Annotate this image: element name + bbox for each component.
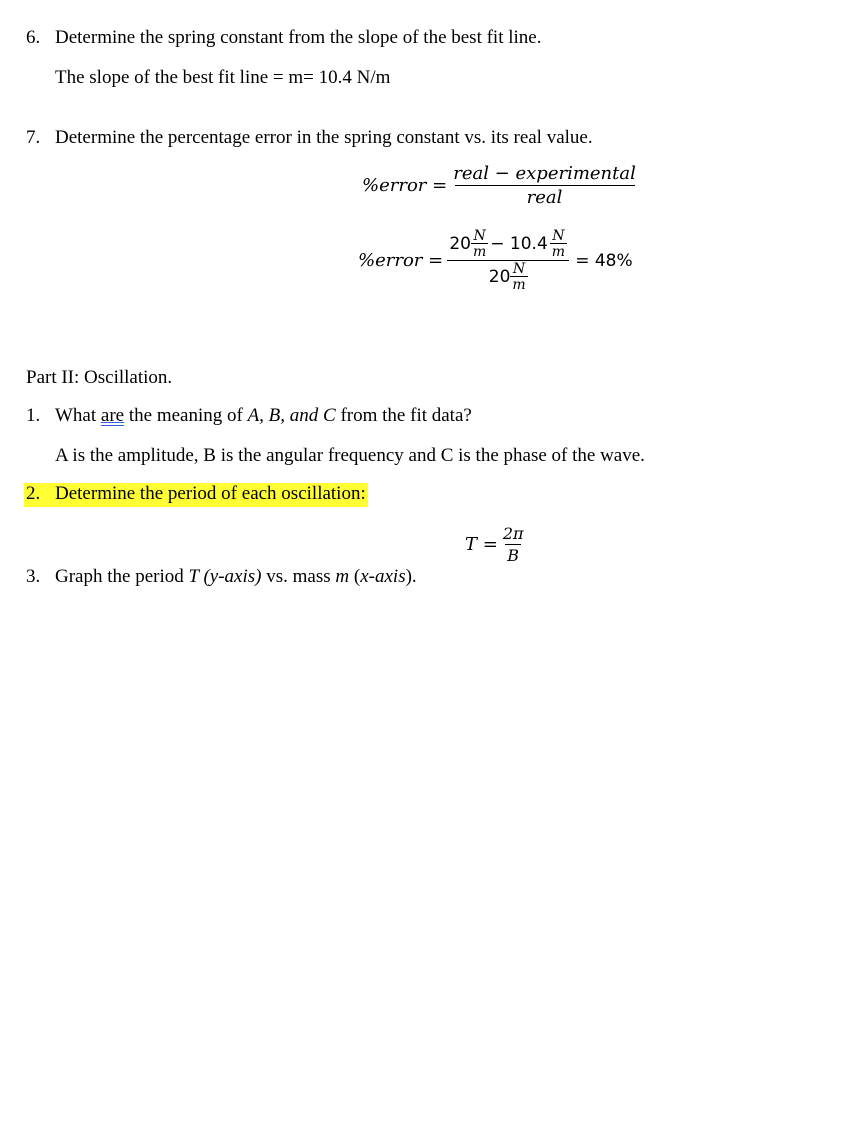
formula1-lhs: %error = [362,175,448,196]
formula2-result: = 48% [575,250,633,271]
item-6-answer: The slope of the best fit line = m= 10.4 N/m [55,67,391,88]
part-2-item-3-number: 3. [26,566,41,587]
part-2-item-1-answer: A is the amplitude, B is the angular frequency and C is the phase of the wave. [55,445,645,466]
item-7-text: Determine the percentage error in the spring constant vs. its real value. [55,127,593,148]
item-6-number: 6. [26,27,41,48]
unit-n: N [512,261,526,277]
unit-n-over-m-1 [471,229,488,259]
item-7-number: 7. [26,127,41,148]
part-2-item-1-number: 1. [26,405,41,426]
formula3-lhs: T = [465,534,498,555]
item-1-mid: the meaning of [124,405,248,426]
formula2-denominator [447,260,569,292]
formula1-numerator: real − experimental [453,163,636,184]
item-3-pre: Graph the period [55,566,189,587]
part-2-item-2-text: Determine the period of each oscillation: [55,483,366,504]
item-3-yaxis: (y-axis) [198,566,262,587]
item-3-end: . [411,566,417,587]
item-3-mid: vs. mass [261,566,336,587]
item-3-m: m [335,566,350,587]
formula3-numerator: 2π [502,524,524,543]
part-2-heading: Part II: Oscillation. [26,367,173,388]
item-3-xaxis: x-axis [360,566,406,587]
part-2-item-2 [24,483,368,507]
unit-m: m [473,244,487,260]
unit-n: N [552,228,565,244]
item-3-T: T [188,566,199,587]
item-6-question [26,27,542,49]
item-1-vars: A, B, and C [247,405,336,426]
item-1-pre: What [55,405,101,426]
formula2-numerator [447,229,569,260]
part-2-item-1 [26,405,472,427]
formula2-lhs: %error = [358,250,444,271]
unit-n-over-m-2 [550,229,567,259]
unit-m: m [512,277,526,293]
formula3-denominator: B [507,546,520,565]
formula3-fraction [501,524,526,565]
item-1-post: from the fit data? [335,405,472,426]
formula1-fraction [451,163,638,208]
item-7-question [26,127,593,149]
unit-m: m [551,244,566,260]
period-formula [465,524,526,565]
part-2-item-2-number: 2. [26,483,41,504]
percent-error-computation [358,229,633,292]
grammar-flag-are: are [100,405,125,426]
unit-n-over-m-3 [510,262,527,292]
formula2-fraction [447,229,569,292]
formula2-num-a: 20 [449,234,471,254]
formula1-denominator: real [455,185,635,208]
formula2-num-minus: − 10.4 [490,234,548,254]
unit-n: N [473,228,486,244]
percent-error-formula [362,163,638,208]
formula2-den-a: 20 [488,267,511,287]
item-6-text: Determine the spring constant from the slope of the best fit line. [55,27,542,48]
part-2-item-3: 3. Graph the period T (y-axis) vs. mass m (x-axis). [26,566,417,587]
